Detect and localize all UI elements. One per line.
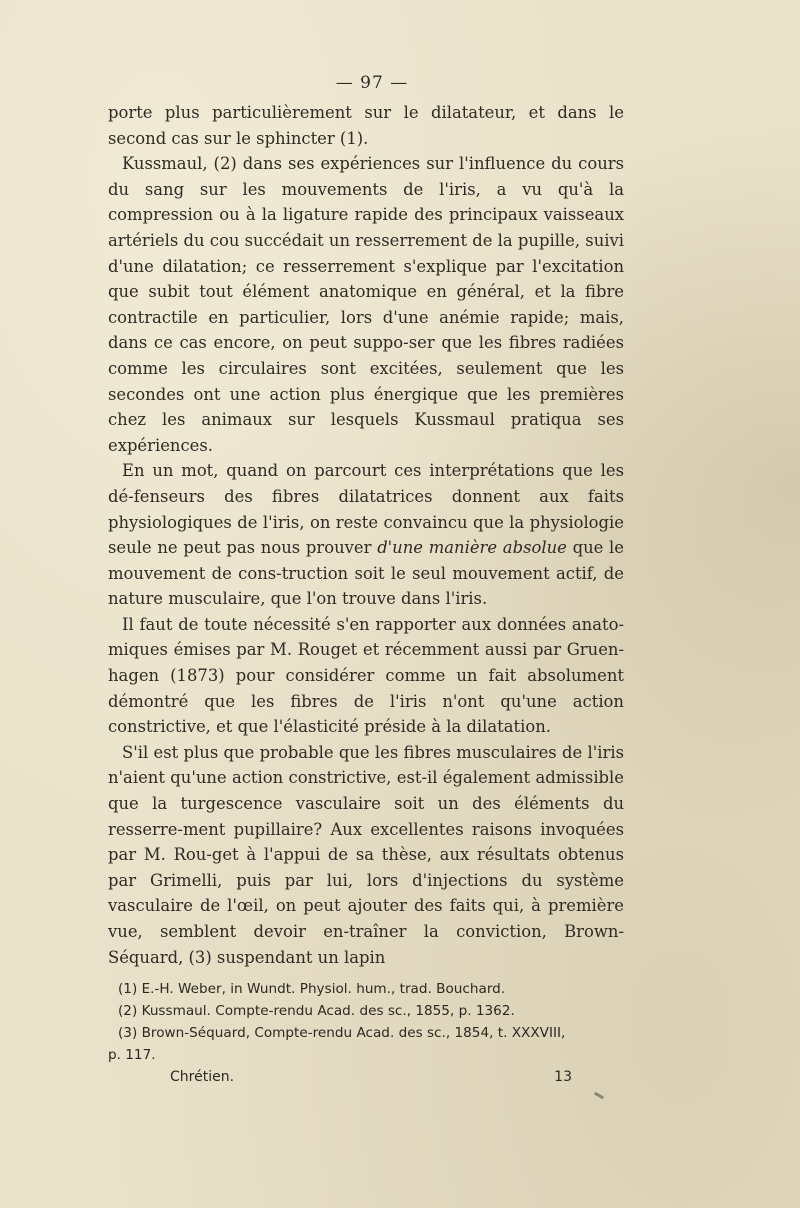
paper-speck: [594, 1092, 604, 1100]
paragraph-text: S'il est plus que probable que les fibres musculaires de l'iris n'aient qu'une action constrictive, est-il également admissible que la turgescence vasculaire soit un des éléments du resserre-ment pupillaire? Aux excellentes raisons invoquées par M. Rou-get à l'appui de sa thèse, aux résultats obtenus par Grimelli, puis par lui, lors d'injections du système vasculaire de l'œil, on peut ajouter des faits qui, à première vue, semblent devoir en-traîner la conviction, Brown-Séquard, (3) suspendant un lapin: [108, 742, 624, 967]
paragraph-2: [108, 151, 624, 458]
signature-sheet-number: 13: [554, 1069, 572, 1086]
paragraph-1: [108, 100, 624, 151]
paragraph-text: porte plus particulièrement sur le dilatateur, et dans le second cas sur le sphincter (1).: [108, 103, 624, 148]
paragraph-text: Il faut de toute nécessité s'en rapporter aux données anato-miques émises par M. Rouget et récemment aussi par Gruen-hagen (1873) pour considérer comme un fait absolument démontré que les fibres de l'iris n'ont qu'une action constrictive, et que l'élasticité préside à la dilatation.: [108, 614, 624, 737]
footnote-2: (2) Kussmaul. Compte-rendu Acad. des sc., 1855, p. 1362.: [118, 1003, 515, 1020]
page-number: — 97 —: [335, 73, 409, 93]
body-text: [108, 100, 624, 970]
paragraph-5: [108, 740, 624, 970]
printer-signature: [108, 1066, 624, 1088]
paragraph-4: [108, 612, 624, 740]
paragraph-text: Kussmaul, (2) dans ses expériences sur l'influence du cours du sang sur les mouvements de l'iris, a vu qu'à la compression ou à la ligature rapide des principaux vaisseaux artériels du cou succédait un resserrement de la pupille, suivi d'une dilatation; ce resserrement s'explique par l'excitation que subit tout élément anatomique en général, et la fibre contractile en particulier, lors d'une anémie rapide; mais, dans ce cas encore, on peut suppo-ser que les fibres radiées comme les circulaires sont excitées, seulement que les secondes ont une action plus énergique que les premières chez les animaux sur lesquels Kussmaul pratiqua ses expériences.: [108, 154, 625, 455]
footnotes: [108, 978, 624, 1066]
footnote-3: (3) Brown-Séquard, Compte-rendu Acad. des sc., 1854, t. XXXVIII,: [118, 1025, 566, 1042]
paragraph-text: que le mouvement de cons-truction soit le seul mouvement actif, de nature musculaire, que l'on trouve dans l'iris.: [108, 538, 624, 609]
paragraph-3: [108, 458, 624, 612]
book-page: [108, 70, 624, 1088]
signature-author: Chrétien.: [170, 1069, 235, 1086]
paragraph-text: En un mot, quand on parcourt ces interprétations que les dé-fenseurs des fibres dilatatrices donnent aux faits physiologiques de l'iris, on reste convaincu que la physiologie seule ne peut pas nous prouver: [108, 461, 624, 558]
italic-emphasis: d'une manière absolue: [377, 538, 567, 558]
footnote-1: (1) E.-H. Weber, in Wundt. Physiol. hum., trad. Bouchard.: [118, 981, 506, 998]
footnote-3-continuation: p. 117.: [108, 1047, 156, 1064]
